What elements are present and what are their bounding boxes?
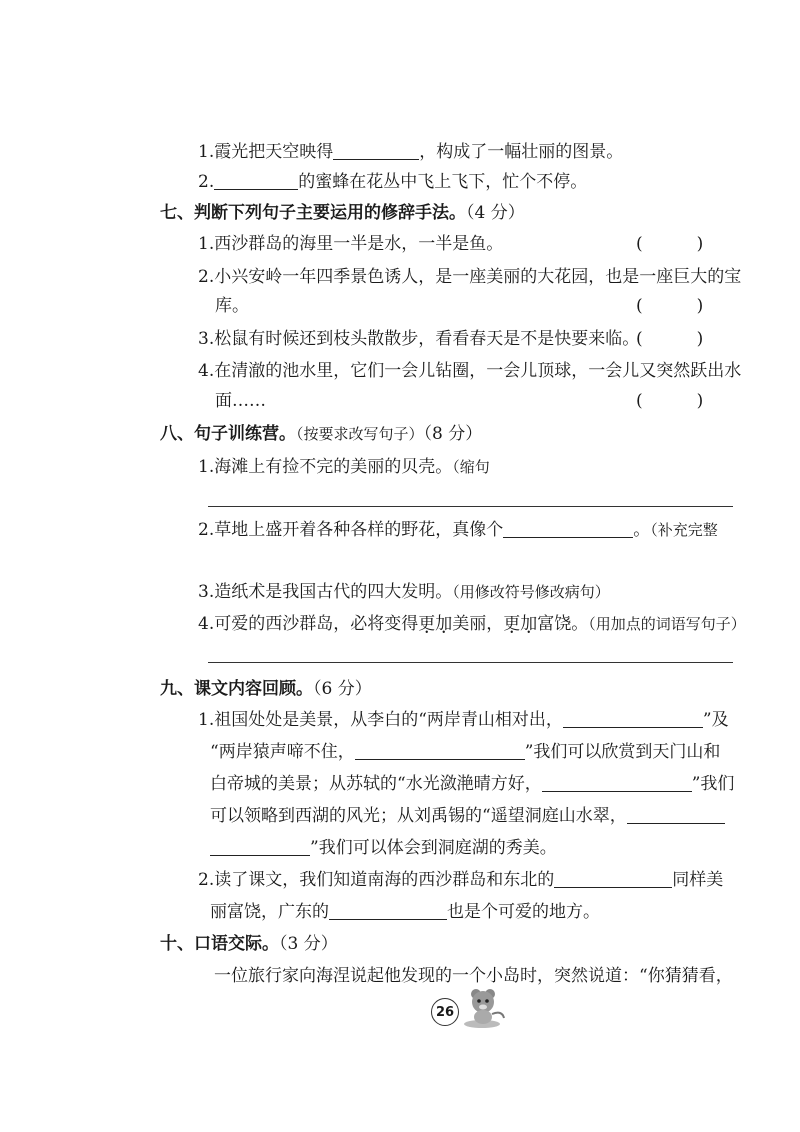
emphasis-dotted-char: 更 <box>503 614 521 634</box>
q9-item-1-line-5: ”我们可以体会到洞庭湖的秀美。 <box>210 836 557 860</box>
cartoon-bear-mascot-icon <box>458 984 508 1030</box>
q7-heading: 七、判断下列句子主要运用的修辞手法。（4 分） <box>160 203 525 223</box>
answer-line[interactable] <box>208 506 733 507</box>
answer-blank[interactable] <box>333 141 419 160</box>
q8-item-1: 1.海滩上有捡不完的美丽的贝壳。（缩句 <box>198 457 490 477</box>
answer-blank[interactable] <box>554 869 672 888</box>
q10-text: 一位旅行家向海涅说起他发现的一个小岛时，突然说道：“你猜猜看， <box>214 966 733 986</box>
q8-item-3: 3.造纸术是我国古代的四大发明。（用修改符号修改病句） <box>198 582 610 602</box>
answer-blank[interactable] <box>355 741 525 760</box>
answer-paren[interactable]: ( ) <box>636 234 704 254</box>
answer-line[interactable] <box>208 662 733 663</box>
answer-paren[interactable]: ( ) <box>636 329 704 349</box>
answer-blank[interactable] <box>563 709 703 728</box>
answer-paren[interactable]: ( ) <box>636 391 704 411</box>
answer-blank[interactable] <box>627 805 725 824</box>
q9-item-2-line-1: 2.读了课文，我们知道南海的西沙群岛和东北的 同样美 <box>198 870 724 890</box>
q9-item-1-line-2: “两岸猿声啼不住， ”我们可以欣赏到天门山和 <box>210 742 721 762</box>
q9-item-1-line-4: 可以领略到西湖的风光；从刘禹锡的“遥望洞庭山水翠， <box>210 804 725 828</box>
q10-heading: 十、口语交际。（3 分） <box>160 934 338 954</box>
q7-item-2a: 2.小兴安岭一年四季景色诱人，是一座美丽的大花园，也是一座巨大的宝 <box>198 267 742 287</box>
answer-blank[interactable] <box>503 519 633 538</box>
q8-item-2: 2.草地上盛开着各种各样的野花，真像个 。（补充完整 <box>198 520 718 540</box>
answer-blank[interactable] <box>329 901 447 920</box>
q7-item-2b: 库。 <box>215 296 249 316</box>
answer-blank[interactable] <box>542 773 692 792</box>
q9-item-2-line-2: 丽富饶，广东的 也是个可爱的地方。 <box>210 902 600 922</box>
q9-item-1-line-3: 白帝城的美景；从苏轼的“水光潋滟晴方好， ”我们 <box>210 774 735 794</box>
emphasis-dotted-char: 加 <box>520 614 538 634</box>
answer-paren[interactable]: ( ) <box>636 296 704 316</box>
q6-item-2: 2. 的蜜蜂在花丛中飞上飞下，忙个不停。 <box>198 172 588 192</box>
q8-item-4: 4.可爱的西沙群岛，必将变得更加美丽，更加富饶。（用加点的词语写句子） <box>198 614 746 634</box>
q7-item-1: 1.西沙群岛的海里一半是水，一半是鱼。 <box>198 234 504 254</box>
page-number: 26 <box>431 998 459 1026</box>
q7-item-4b: 面…… <box>215 391 266 411</box>
emphasis-dotted-char: 更 <box>418 614 436 634</box>
q7-item-4a: 4.在清澈的池水里，它们一会儿钻圈，一会儿顶球，一会儿又突然跃出水 <box>198 361 742 381</box>
emphasis-dotted-char: 加 <box>435 614 453 634</box>
q7-item-3: 3.松鼠有时候还到枝头散散步，看看春天是不是快要来临。 <box>198 329 640 349</box>
q9-heading: 九、课文内容回顾。（6 分） <box>160 679 372 699</box>
answer-blank[interactable] <box>210 837 310 856</box>
q9-item-1-line-1: 1.祖国处处是美景，从李白的“两岸青山相对出， ”及 <box>198 710 729 730</box>
q8-heading: 八、句子训练营。（按要求改写句子）（8 分） <box>160 424 483 444</box>
answer-blank[interactable] <box>214 171 298 190</box>
q6-item-1: 1.霞光把天空映得 ，构成了一幅壮丽的图景。 <box>198 142 624 162</box>
